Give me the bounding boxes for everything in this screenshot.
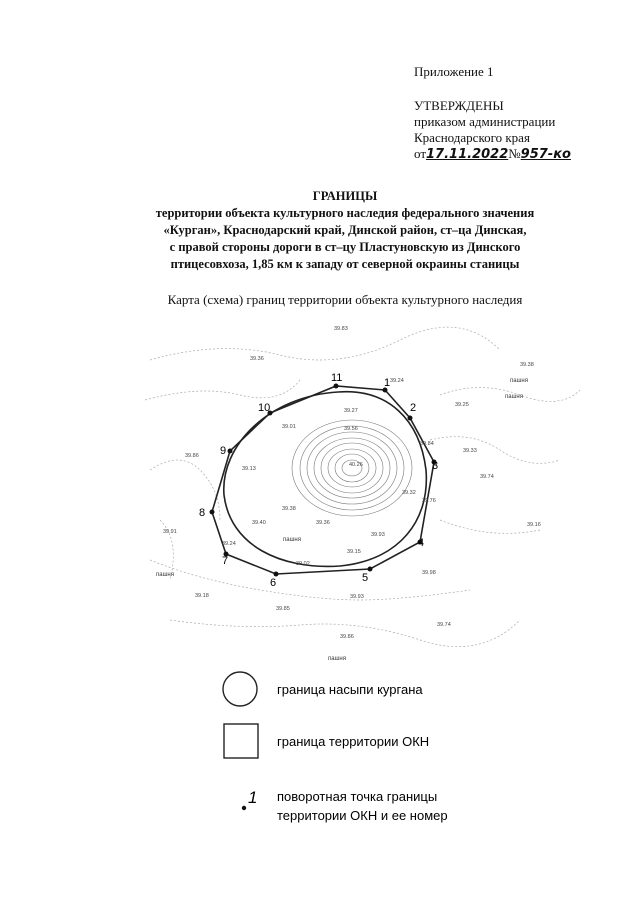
approved-line1: приказом администрации (414, 114, 556, 129)
mound-boundary (224, 392, 427, 567)
svg-text:10: 10 (258, 402, 271, 414)
elevation-mark (455, 402, 469, 408)
svg-text:39.02: 39.02 (296, 561, 310, 567)
svg-text:пашня: пашня (156, 572, 174, 578)
svg-text:40.26: 40.26 (349, 462, 363, 468)
elevation-marks (163, 326, 541, 640)
elevation-mark (390, 378, 404, 384)
svg-text:8: 8 (199, 507, 206, 519)
elevation-mark (437, 622, 451, 628)
elevation-mark (163, 529, 177, 535)
turning-points (199, 372, 438, 589)
map-caption: Карта (схема) границ территории объекта культурного наследия (167, 292, 523, 307)
title-line2: территории объекта культурного наследия федерального значения (155, 206, 535, 220)
svg-text:39.83: 39.83 (334, 326, 348, 332)
svg-text:39.93: 39.93 (350, 594, 364, 600)
svg-text:11: 11 (331, 372, 343, 384)
elevation-mark (350, 594, 364, 600)
date-value: 17.11.2022 (426, 147, 509, 162)
elevation-mark (347, 549, 361, 555)
svg-text:39.32: 39.32 (402, 490, 416, 496)
legend-mound-symbol (223, 672, 257, 706)
elevation-mark (185, 453, 199, 459)
elevation-mark (344, 408, 358, 414)
number-prefix: № (508, 146, 521, 161)
turning-point-2 (408, 402, 417, 421)
svg-text:39.13: 39.13 (242, 466, 256, 472)
elevation-mark (527, 522, 541, 528)
elevation-mark (422, 570, 436, 576)
svg-text:39.38: 39.38 (520, 362, 534, 368)
svg-text:39.25: 39.25 (455, 402, 469, 408)
field-label (510, 378, 528, 384)
mound-contours (292, 420, 412, 516)
title-line4: с правой стороны дороги в ст–цу Пластуновскую из Динского (169, 240, 521, 254)
elevation-mark (282, 424, 296, 430)
svg-text:1: 1 (384, 377, 391, 389)
elevation-mark (344, 426, 358, 432)
elevation-mark (480, 474, 494, 480)
legend-point-number: 1 (248, 788, 258, 807)
legend-point-symbol (242, 806, 246, 810)
turning-point-9 (220, 445, 233, 457)
turning-point-6 (270, 572, 279, 590)
svg-text:2: 2 (410, 402, 417, 414)
approved-title: УТВЕРЖДЕНЫ (414, 98, 504, 113)
svg-text:39.24: 39.24 (222, 541, 236, 547)
territory-boundary (212, 386, 434, 574)
svg-text:39.27: 39.27 (344, 408, 358, 414)
svg-text:39.85: 39.85 (276, 606, 290, 612)
svg-text:39.24: 39.24 (390, 378, 404, 384)
elevation-mark (420, 441, 434, 447)
svg-text:39.16: 39.16 (527, 522, 541, 528)
turning-point-7 (222, 552, 229, 568)
elevation-mark (334, 326, 348, 332)
svg-text:пашня: пашня (505, 394, 523, 400)
field-label (505, 394, 523, 400)
elevation-mark (402, 490, 416, 496)
svg-text:39.15: 39.15 (347, 549, 361, 555)
elevation-mark (349, 462, 363, 468)
svg-text:39.36: 39.36 (250, 356, 264, 362)
field-label (328, 656, 346, 662)
legend (223, 672, 448, 823)
svg-text:39.36: 39.36 (316, 520, 330, 526)
svg-text:39.98: 39.98 (422, 570, 436, 576)
svg-text:3: 3 (432, 460, 439, 472)
svg-text:5: 5 (362, 572, 369, 584)
svg-text:39.18: 39.18 (195, 593, 209, 599)
svg-text:39.84: 39.84 (420, 441, 434, 447)
elevation-mark (222, 541, 236, 547)
legend-territory-label: граница территории ОКН (277, 734, 430, 749)
field-label (156, 572, 174, 578)
elevation-mark (195, 593, 209, 599)
svg-text:39.56: 39.56 (344, 426, 358, 432)
svg-text:пашня: пашня (510, 378, 528, 384)
svg-text:39.40: 39.40 (252, 520, 266, 526)
svg-text:пашня: пашня (328, 656, 346, 662)
legend-territory-symbol (224, 724, 258, 758)
turning-point-3 (432, 460, 439, 473)
elevation-mark (340, 634, 354, 640)
svg-text:39.91: 39.91 (163, 529, 177, 535)
elevation-mark (252, 520, 266, 526)
svg-text:пашня: пашня (283, 537, 301, 543)
svg-text:6: 6 (270, 577, 277, 589)
elevation-mark (242, 466, 256, 472)
svg-text:39.01: 39.01 (282, 424, 296, 430)
elevation-mark (371, 532, 385, 538)
title-line5: птицесовхоза, 1,85 км к западу от северной окраины станицы (170, 257, 520, 271)
svg-text:39.86: 39.86 (185, 453, 199, 459)
elevation-mark (296, 561, 310, 567)
title-line1: ГРАНИЦЫ (312, 189, 378, 203)
svg-text:4: 4 (418, 537, 425, 549)
turning-point-10 (258, 402, 273, 416)
legend-point-label-line2: территории ОКН и ее номер (277, 808, 448, 823)
svg-text:7: 7 (222, 555, 229, 567)
elevation-mark (316, 520, 330, 526)
svg-text:39.74: 39.74 (437, 622, 451, 628)
elevation-mark (276, 606, 290, 612)
elevation-mark (422, 498, 436, 504)
svg-text:39.74: 39.74 (480, 474, 494, 480)
svg-text:9: 9 (220, 445, 227, 457)
svg-text:39.38: 39.38 (282, 506, 296, 512)
elevation-mark (463, 448, 477, 454)
field-label (283, 537, 301, 543)
approved-line2: Краснодарского края (414, 130, 530, 145)
svg-text:39.86: 39.86 (340, 634, 354, 640)
title-line3: «Курган», Краснодарский край, Динской район, ст–ца Динская, (163, 223, 527, 237)
svg-text:39.76: 39.76 (422, 498, 436, 504)
turning-point-4 (418, 537, 425, 549)
elevation-mark (520, 362, 534, 368)
svg-text:39.93: 39.93 (371, 532, 385, 538)
elevation-mark (282, 506, 296, 512)
appendix-label: Приложение 1 (414, 64, 494, 79)
elevation-mark (250, 356, 264, 362)
legend-mound-label: граница насыпи кургана (277, 682, 423, 697)
number-value: 957-ко (520, 147, 571, 162)
turning-point-1 (383, 377, 391, 393)
svg-text:39.33: 39.33 (463, 448, 477, 454)
date-prefix: от (414, 146, 427, 161)
legend-point-label-line1: поворотная точка границы (277, 789, 438, 804)
